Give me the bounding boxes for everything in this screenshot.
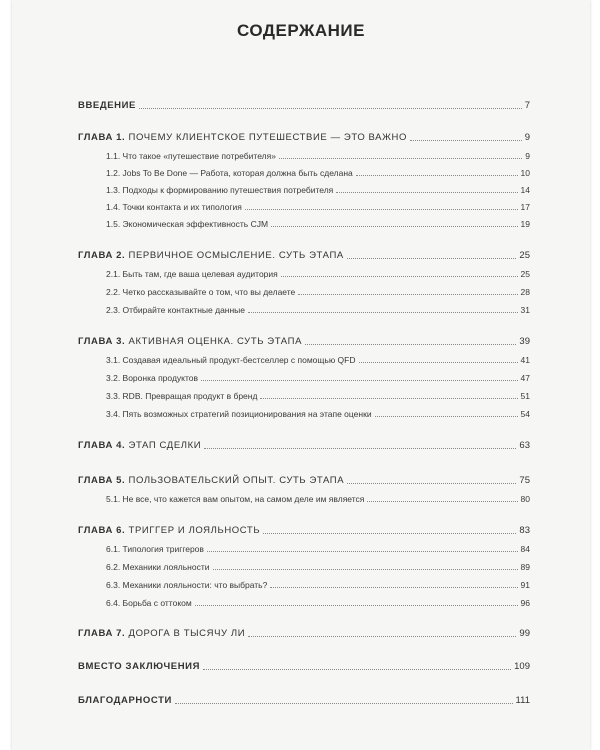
toc-entry-label: ГЛАВА 4. ЭТАП СДЕЛКИ [78, 440, 202, 451]
toc-entry-label: ВВЕДЕНИЕ [78, 100, 136, 111]
toc-entry-label: 1.1. Что такое «путешествие потребителя» [106, 151, 276, 161]
toc-entry-acknowledgements[interactable] [78, 693, 530, 707]
toc-entry-label: ГЛАВА 2. ПЕРВИЧНОЕ ОСМЫСЛЕНИЕ. СУТЬ ЭТАПА [78, 250, 344, 261]
leader-dots [271, 225, 517, 227]
toc-entry-page: 17 [520, 202, 530, 212]
toc-entry-page: 9 [524, 132, 530, 143]
leader-dots [245, 208, 518, 210]
leader-dots [260, 397, 517, 399]
toc-entry-page: 83 [519, 525, 530, 536]
toc-entry-page: 54 [520, 409, 530, 419]
leader-dots [410, 139, 522, 141]
leader-dots [213, 568, 518, 570]
toc-entry-label: 1.2. Jobs To Be Done — Работа, которая должна быть сделана [106, 168, 353, 178]
toc-entry-6-3[interactable] [106, 577, 530, 591]
toc-entry-page: 75 [519, 475, 530, 486]
toc-entry-page: 7 [524, 100, 530, 111]
page-title: СОДЕРЖАНИЕ [237, 21, 365, 40]
toc-entry-label: 6.1. Типология триггеров [106, 544, 204, 554]
toc-entry-label: 2.1. Быть там, где ваша целевая аудитория [106, 269, 278, 279]
toc-entry-5-1[interactable] [106, 491, 530, 505]
toc-entry-page: 96 [520, 598, 530, 608]
leader-dots [367, 500, 517, 502]
toc-entry-page: 51 [520, 391, 530, 401]
leader-dots [203, 668, 511, 670]
toc-entry-page: 25 [519, 250, 530, 261]
toc-entry-page: 109 [514, 661, 530, 672]
toc-entry-3-4[interactable] [106, 406, 530, 420]
book-page [12, 0, 590, 750]
toc-entry-3-2[interactable] [106, 370, 530, 384]
toc-entry-page: 111 [515, 695, 530, 706]
toc-entry-label: БЛАГОДАРНОСТИ [78, 695, 172, 706]
toc-entry-3-3[interactable] [106, 388, 530, 402]
toc-entry-label: ГЛАВА 1. ПОЧЕМУ КЛИЕНТСКОЕ ПУТЕШЕСТВИЕ — ЭТО ВАЖНО [78, 132, 407, 143]
toc-entry-6-4[interactable] [106, 595, 530, 609]
toc-entry-3-1[interactable] [106, 352, 530, 366]
toc-entry-page: 19 [520, 219, 530, 229]
leader-dots [375, 415, 518, 417]
leader-dots [347, 482, 516, 484]
leader-dots [347, 257, 517, 259]
toc-entry-2-1[interactable] [106, 266, 530, 280]
toc-entry-label: ГЛАВА 3. АКТИВНАЯ ОЦЕНКА. СУТЬ ЭТАПА [78, 336, 303, 347]
leader-dots [270, 586, 517, 588]
toc-entry-label: 6.4. Борьба с оттоком [106, 598, 192, 608]
toc-entry-label: ВМЕСТО ЗАКЛЮЧЕНИЯ [78, 661, 201, 672]
leader-dots [356, 174, 518, 176]
toc-entry-page: 47 [520, 373, 530, 383]
toc-entry-page: 14 [520, 185, 530, 195]
toc-entry-label: ГЛАВА 6. ТРИГГЕР И ЛОЯЛЬНОСТЬ [78, 525, 261, 536]
toc-entry-page: 63 [519, 440, 530, 451]
toc-entry-label: 6.3. Механики лояльности: что выбрать? [106, 580, 268, 590]
toc-entry-6-1[interactable] [106, 541, 530, 555]
toc-entry-page: 91 [520, 580, 530, 590]
leader-dots [207, 550, 518, 552]
toc-entry-chapter-5[interactable] [78, 473, 530, 487]
toc-entry-2-2[interactable] [106, 284, 530, 298]
toc-entry-1-2[interactable] [106, 165, 530, 179]
leader-dots [175, 702, 513, 704]
leader-dots [298, 293, 517, 295]
toc-entry-page: 84 [520, 544, 530, 554]
toc-entry-introduction[interactable] [78, 98, 530, 112]
toc-entry-page: 41 [520, 355, 530, 365]
leader-dots [195, 604, 518, 606]
toc-entry-label: 2.3. Отбирайте контактные данные [106, 305, 246, 315]
toc-entry-label: 1.5. Экономическая эффективность CJM [106, 219, 269, 229]
toc-entry-1-3[interactable] [106, 182, 530, 196]
toc-entry-chapter-2[interactable] [78, 248, 530, 262]
toc-entry-page: 9 [525, 151, 530, 161]
toc-entry-chapter-3[interactable] [78, 334, 530, 348]
toc-entry-1-1[interactable] [106, 148, 530, 162]
toc-entry-label: 1.4. Точки контакта и их типология [106, 202, 242, 212]
toc-entry-page: 31 [520, 305, 530, 315]
toc-entry-label: 5.1. Не все, что кажется вам опытом, на самом деле им является [106, 494, 365, 504]
toc-entry-page: 99 [519, 628, 530, 639]
toc-entry-page: 39 [519, 336, 530, 347]
toc-entry-label: 3.3. RDB. Превращая продукт в бренд [106, 391, 258, 401]
toc-entry-label: ГЛАВА 5. ПОЛЬЗОВАТЕЛЬСКИЙ ОПЫТ. СУТЬ ЭТАПА [78, 475, 345, 486]
leader-dots [279, 157, 522, 159]
toc-entry-label: 6.2. Механики лояльности [106, 562, 210, 572]
toc-entry-label: ГЛАВА 7. ДОРОГА В ТЫСЯЧУ ЛИ [78, 628, 246, 639]
toc-entry-label: 2.2. Четко рассказывайте о том, что вы делаете [106, 287, 296, 297]
leader-dots [359, 361, 518, 363]
toc-entry-6-2[interactable] [106, 559, 530, 573]
leader-dots [336, 191, 517, 193]
leader-dots [248, 311, 518, 313]
toc-entry-chapter-1[interactable] [78, 130, 530, 144]
toc-entry-page: 28 [520, 287, 530, 297]
table-of-contents [12, 0, 590, 750]
leader-dots [305, 343, 516, 345]
toc-entry-conclusion[interactable] [78, 659, 530, 673]
toc-entry-page: 10 [520, 168, 530, 178]
leader-dots [263, 532, 516, 534]
toc-entry-chapter-6[interactable] [78, 523, 530, 537]
toc-entry-label: 3.4. Пять возможных стратегий позиционирования на этапе оценки [106, 409, 372, 419]
leader-dots [248, 635, 516, 637]
leader-dots [204, 447, 516, 449]
toc-entry-page: 80 [520, 494, 530, 504]
leader-dots [281, 275, 518, 277]
toc-entry-label: 3.2. Воронка продуктов [106, 373, 199, 383]
toc-entry-1-5[interactable] [106, 216, 530, 230]
toc-entry-label: 1.3. Подходы к формированию путешествия потребителя [106, 185, 334, 195]
toc-entry-page: 89 [520, 562, 530, 572]
toc-entry-2-3[interactable] [106, 302, 530, 316]
toc-entry-label: 3.1. Создавая идеальный продукт-бестселлер с помощью QFD [106, 355, 356, 365]
toc-entry-chapter-7[interactable] [78, 626, 530, 640]
toc-entry-page: 25 [520, 269, 530, 279]
leader-dots [139, 107, 522, 109]
leader-dots [201, 379, 518, 381]
toc-entry-chapter-4[interactable] [78, 438, 530, 452]
toc-entry-1-4[interactable] [106, 199, 530, 213]
